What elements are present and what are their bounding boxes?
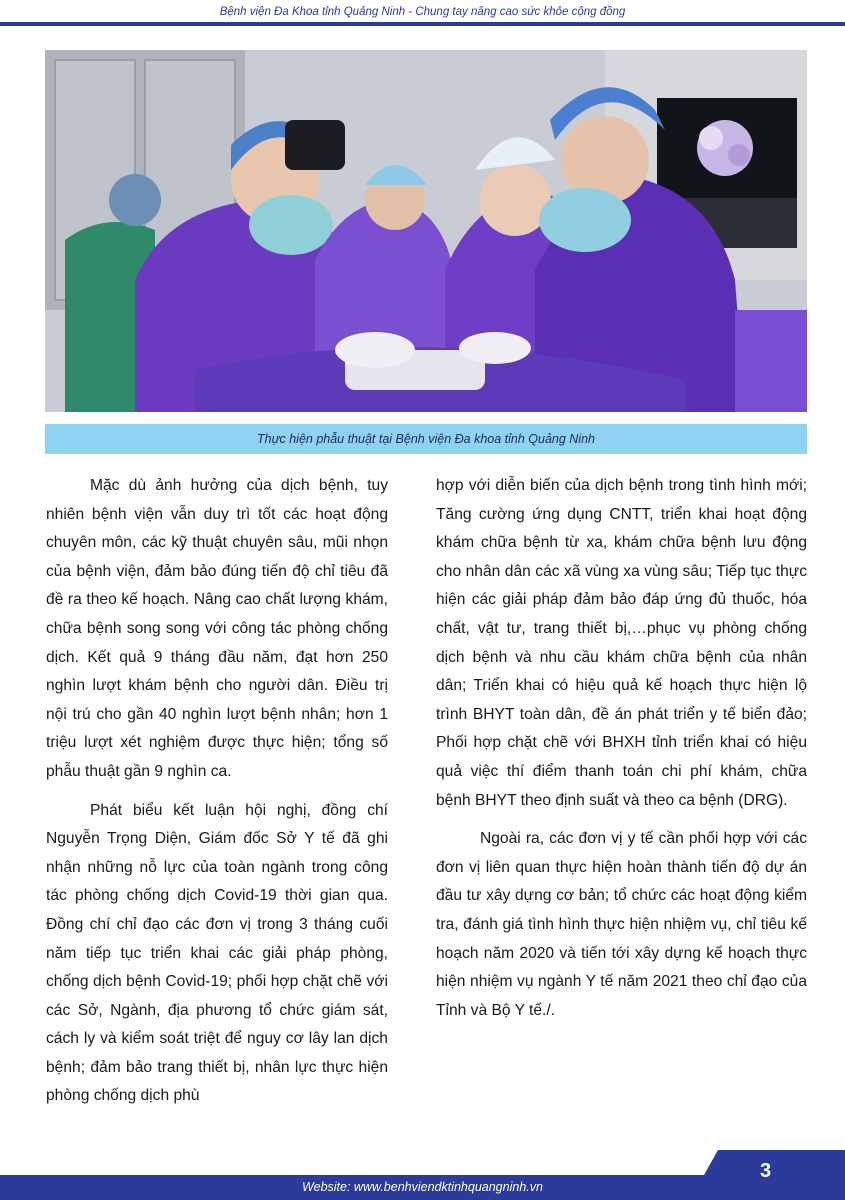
article-column-left: [46, 472, 388, 1121]
photo-caption-bar: [45, 424, 807, 454]
header-rule: [0, 22, 845, 26]
page-footer: [0, 1150, 845, 1200]
article-paragraph: hợp với diễn biến của dịch bệnh trong tình hình mới; Tăng cường ứng dụng CNTT, triển khai hoạt động khám chữa bệnh từ xa, khám chữa bệnh lưu động cho nhân dân các xã vùng xa vùng sâu; Tiếp tục thực hiện các giải pháp đảm bảo đáp ứng đủ thuốc, hóa chất, vật tư, trang thiết bị,…phục vụ phòng chống dịch bệnh và nhu cầu khám chữa bệnh của nhân dân; Triển khai có hiệu quả kế hoạch thực hiện lộ trình BHYT toàn dân, đề án phát triển y tế biển đảo; Phối hợp chặt chẽ với BHXH tỉnh triển khai có hiệu quả việc thí điểm thanh toán chi phí khám, chữa bệnh BHYT theo định suất và theo ca bệnh (DRG).: [436, 477, 807, 809]
surgery-photo: [45, 50, 807, 412]
article-column-right: [436, 472, 807, 1035]
footer-website: Website: www.benhviendktinhquangninh.vn: [302, 1180, 543, 1194]
page-number: 3: [760, 1160, 772, 1182]
article-paragraph: Ngoài ra, các đơn vị y tế cần phối hợp với các đơn vị liên quan thực hiện hoàn thành tiến độ dự án đầu tư xây dựng cơ bản; tổ chức các hoạt động kiểm tra, đánh giá tình hình thực hiện nhiệm vụ, chỉ tiêu kế hoạch năm 2020 và tiến tới xây dựng kế hoạch thực hiện nhiệm vụ ngành Y tế năm 2021 theo chỉ đạo của Tỉnh và Bộ Y tế./.: [436, 830, 807, 1019]
page-header: [0, 0, 845, 28]
photo-caption: Thực hiện phẫu thuật tại Bệnh viện Đa khoa tỉnh Quảng Ninh: [256, 432, 595, 446]
article-paragraph: Mặc dù ảnh hưởng của dịch bệnh, tuy nhiên bệnh viện vẫn duy trì tốt các hoạt động chuyên môn, các kỹ thuật chuyên sâu, mũi nhọn của bệnh viện, đảm bảo đúng tiến độ chỉ tiêu đã đề ra theo kế hoạch. Nâng cao chất lượng khám, chữa bệnh song song với công tác phòng chống dịch. Kết quả 9 tháng đầu năm, đạt hơn 250 nghìn lượt khám bệnh cho người dân. Điều trị nội trú cho gần 40 nghìn lượt bệnh nhân; hơn 1 triệu lượt xét nghiệm được thực hiện; tổng số phẫu thuật gần 9 nghìn ca.: [46, 477, 388, 780]
article-paragraph: Phát biểu kết luận hội nghị, đồng chí Nguyễn Trọng Diện, Giám đốc Sở Y tế đã ghi nhận những nỗ lực của toàn ngành trong công tác phòng chống dịch Covid-19 thời gian qua. Đồng chí chỉ đạo các đơn vị trong 3 tháng cuối năm tiếp tục triển khai các giải pháp phòng, chống dịch bệnh Covid-19; phối hợp chặt chẽ với các Sở, Ngành, địa phương tổ chức giám sát, cách ly và kiểm soát triệt để nguy cơ lây lan dịch bệnh; đảm bảo trang thiết bị, nhân lực thực hiện phòng chống dịch phù: [46, 801, 388, 1105]
header-title: Bệnh viện Đa Khoa tỉnh Quảng Ninh - Chung tay nâng cao sức khỏe cộng đồng: [219, 6, 626, 18]
surgery-photo-illustration: [45, 50, 807, 412]
